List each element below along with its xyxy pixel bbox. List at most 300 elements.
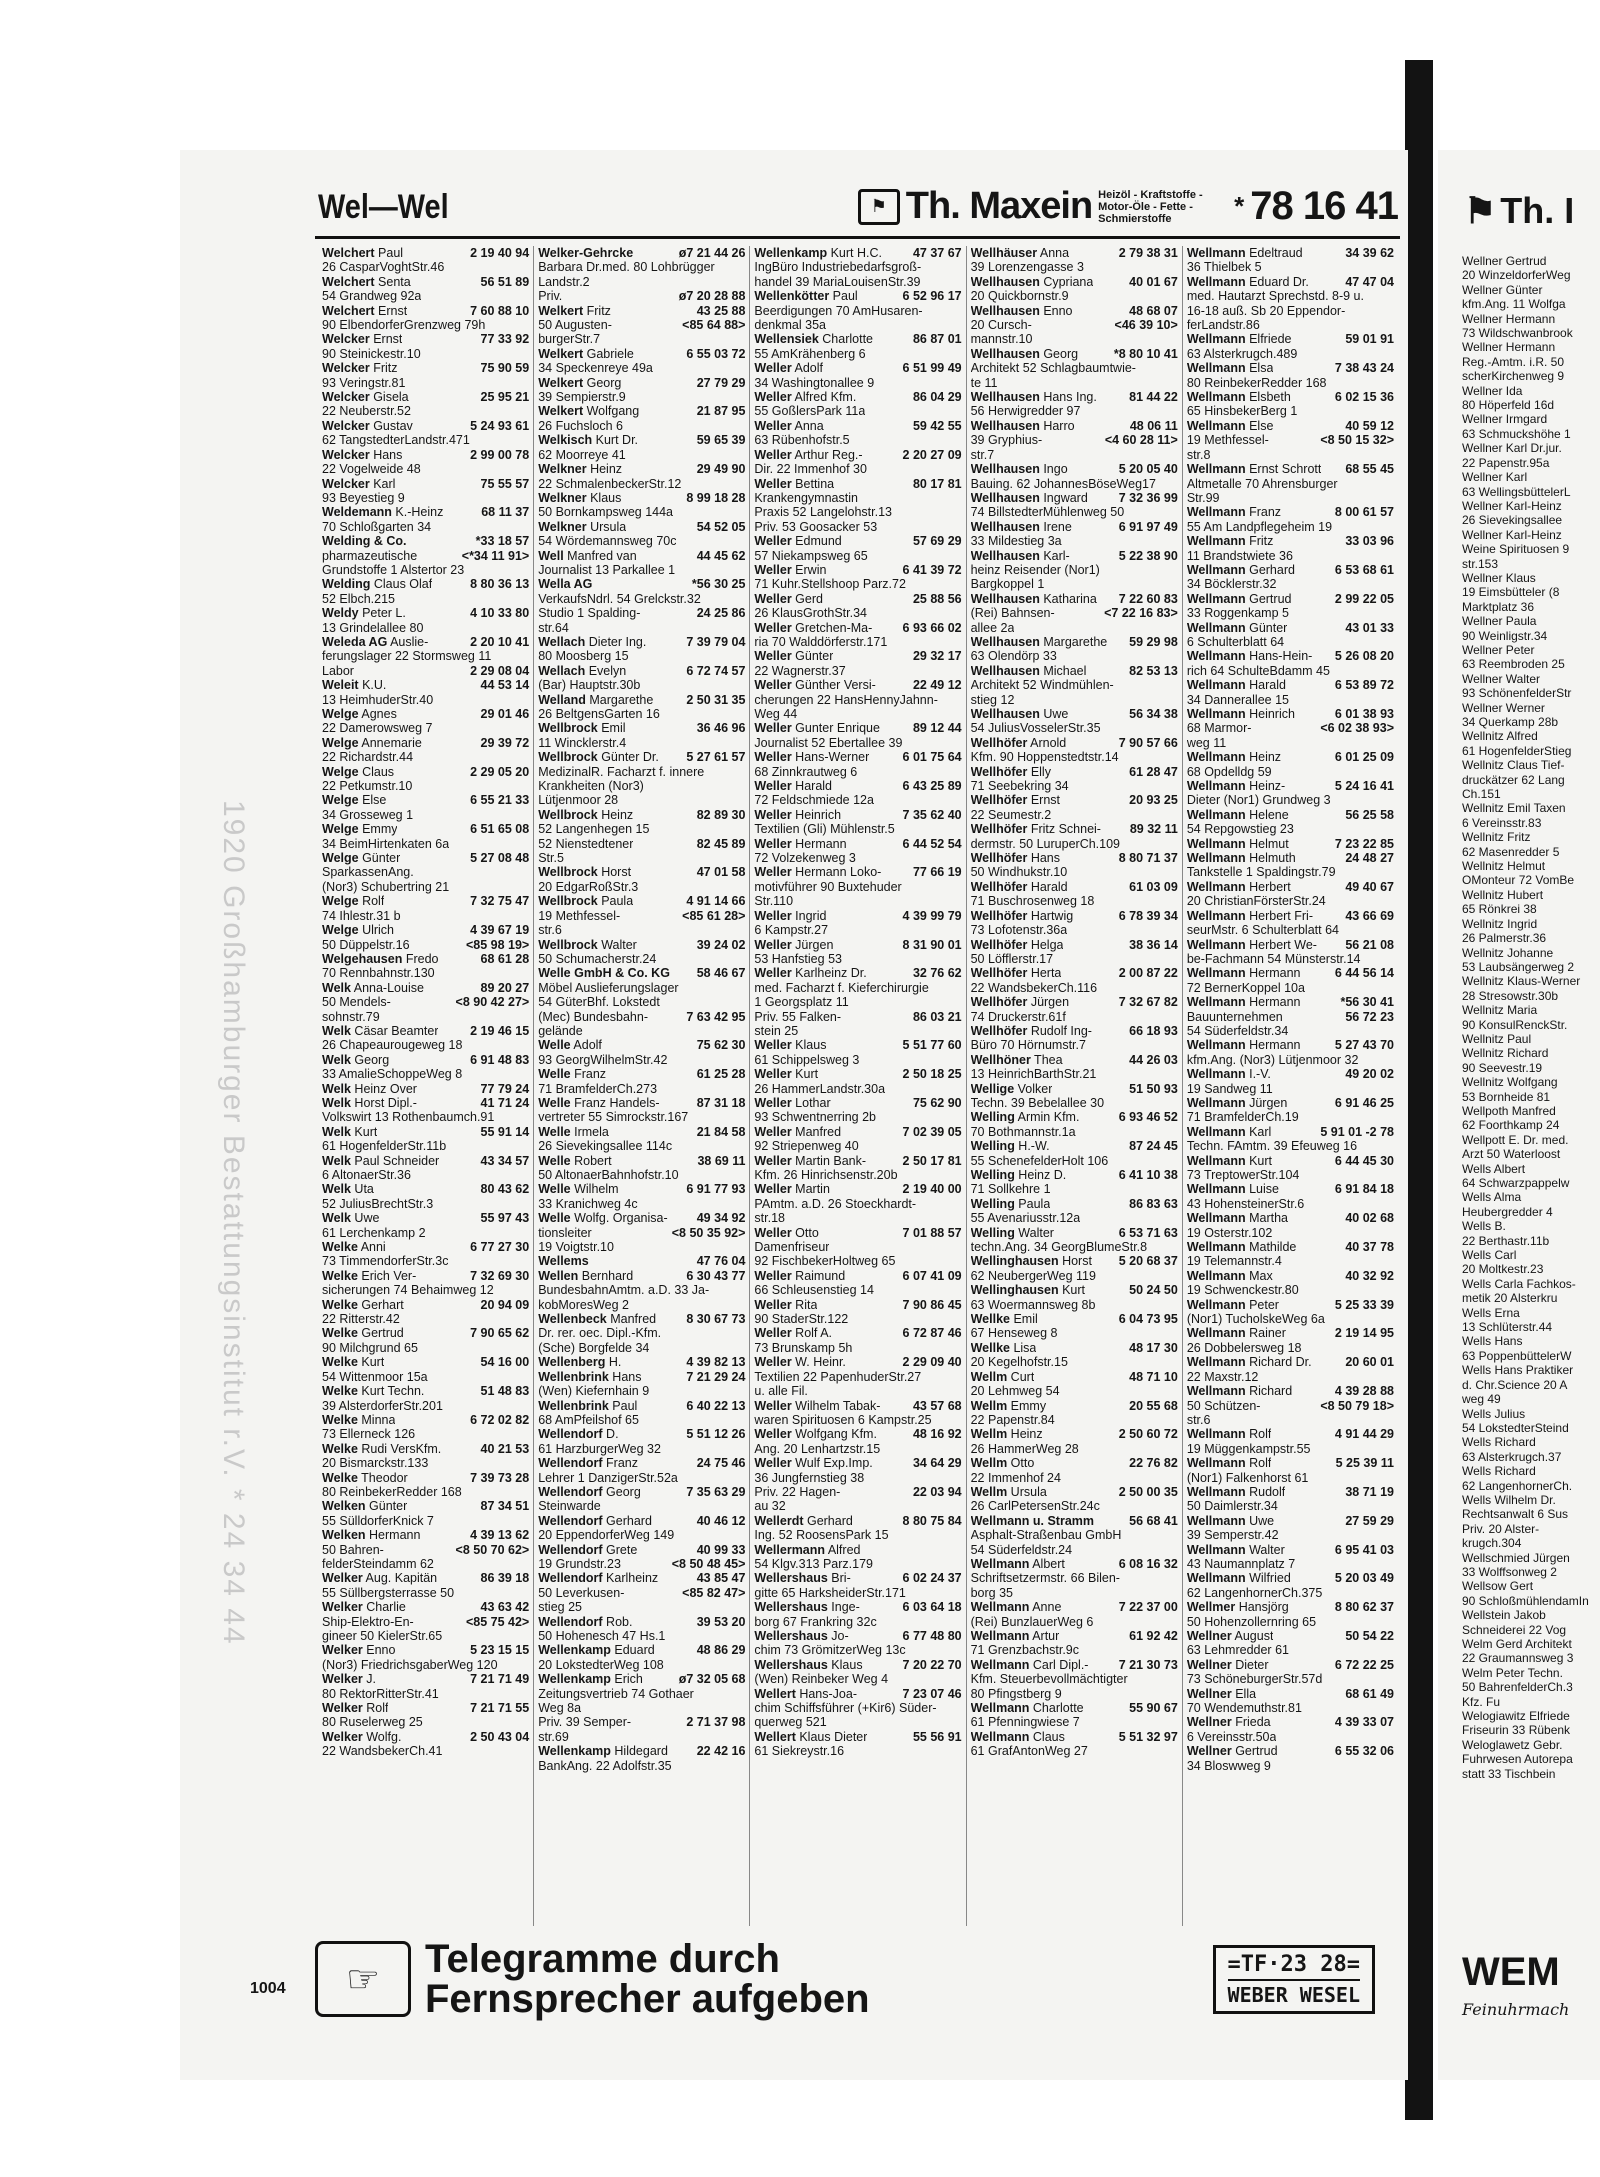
listing-entry <box>971 1326 1178 1340</box>
listing-phone: 7 90 57 66 <box>1118 735 1178 750</box>
listing-name: 52 Nienstedtener <box>538 836 634 851</box>
listing-entry <box>1187 1557 1394 1571</box>
listing-name: Wellershaus Klaus <box>754 1657 863 1672</box>
listing-name: Praxis 52 Langelohstr.13 <box>754 505 892 520</box>
listing-entry <box>538 1600 745 1614</box>
listing-phone: 80 43 62 <box>480 1182 530 1197</box>
listing-phone: 4 91 44 29 <box>1334 1427 1395 1442</box>
listing-phone: 43 57 68 <box>912 1398 962 1413</box>
listing-entry <box>322 534 529 548</box>
listing-phone: 87 31 18 <box>696 1095 746 1110</box>
listing-phone: 6 72 02 82 <box>470 1412 530 1427</box>
listing-name: 39 Sempierstr.9 <box>538 390 626 405</box>
listing-entry <box>538 1053 745 1067</box>
listing-name: 73 Brunskamp 5h <box>754 1340 853 1355</box>
next-page-entry: Weloglawetz Gebr. <box>1462 1737 1563 1752</box>
listing-entry <box>538 952 745 966</box>
listing-phone: 2 19 46 15 <box>470 1023 530 1038</box>
listing-phone: 87 24 45 <box>1129 1139 1178 1154</box>
listing-entry <box>1187 1370 1394 1384</box>
listing-name: Welcker Gisela <box>322 390 409 405</box>
listing-entry <box>971 1370 1178 1384</box>
listing-phone: 89 32 11 <box>1129 822 1178 837</box>
listing-name: 43 Naumannplatz 7 <box>1186 1556 1296 1571</box>
listing-name: 39 Gryphius- <box>970 433 1043 448</box>
listing-name: 92 Striepenweg 40 <box>754 1139 859 1154</box>
listing-name: te 11 <box>970 375 998 390</box>
listing-name: Weller Kurt <box>754 1067 819 1082</box>
listing-name: Weg 44 <box>754 707 798 721</box>
listing-name: 50 AltonaerBahnhofstr.10 <box>538 1168 679 1182</box>
listing-entry <box>322 347 529 361</box>
listing-entry <box>754 433 961 447</box>
next-page-entry: Friseurin 33 Rübenk <box>1462 1723 1571 1738</box>
listing-phone: 2 29 09 40 <box>902 1355 962 1370</box>
listing-phone: 77 33 92 <box>480 332 530 347</box>
listing-entry <box>322 1211 529 1225</box>
listing-name: med. Facharzt f. Kieferchirurgie <box>754 980 929 995</box>
listing-phone: 22 49 12 <box>912 678 962 693</box>
listing-name: Wellerdt Gerhard <box>754 1513 853 1528</box>
next-page-entry: 33 Wolffsonweg 2 <box>1462 1564 1557 1579</box>
listing-name: Welker J. <box>322 1672 376 1687</box>
listing-entry <box>754 304 961 318</box>
listing-phone: 75 62 90 <box>912 1095 962 1110</box>
listing-name: 6 Schulterblatt 64 <box>1186 634 1285 649</box>
listing-entry <box>322 1514 529 1528</box>
listing-entry <box>754 419 961 433</box>
listing-phone: 38 36 14 <box>1129 937 1178 952</box>
listing-name: sicherungen 74 Behaimweg 12 <box>322 1283 494 1298</box>
listing-entry <box>322 419 529 433</box>
listing-entry <box>754 779 961 793</box>
listing-phone: 4 39 13 62 <box>470 1528 530 1543</box>
listing-name: chim Schiffsführer (+Kir6) Süder- <box>754 1701 937 1716</box>
listing-entry <box>754 592 961 606</box>
listing-name: 22 Wagnerstr.37 <box>754 663 846 678</box>
listing-entry <box>971 289 1178 303</box>
listing-phone: 6 55 32 06 <box>1334 1744 1395 1759</box>
listing-entry <box>322 721 529 735</box>
listing-entry <box>1187 318 1394 332</box>
listing-entry <box>1187 1456 1394 1470</box>
listing-entry <box>754 635 961 649</box>
listing-name: Priv. 55 Falken- <box>754 1009 842 1024</box>
listing-entry <box>971 1082 1178 1096</box>
listing-name: Welge Annemarie <box>322 735 422 750</box>
listing-name: 13 Grindelallee 80 <box>322 620 424 635</box>
listing-entry <box>538 376 745 390</box>
listing-name: Wellke Emil <box>970 1312 1038 1327</box>
listing-name: 50 Hohenzollernring 65 <box>1186 1614 1317 1629</box>
listing-name: Welkert Fritz <box>538 303 611 318</box>
listing-entry <box>322 865 529 879</box>
listing-entry <box>971 1312 1178 1326</box>
listing-name: 53 Hanfstieg 53 <box>754 951 842 966</box>
listing-phone: 44 26 03 <box>1129 1052 1178 1067</box>
listing-entry <box>971 1010 1178 1024</box>
listing-entry <box>538 1615 745 1629</box>
next-page-entry: Rechtsanwalt 6 Sus <box>1462 1507 1569 1522</box>
listing-name: Textilien (Gli) Mühlenstr.5 <box>754 822 895 837</box>
flag-logo-icon: ⚑ <box>858 189 900 225</box>
listing-entry <box>322 592 529 606</box>
listing-phone: 5 27 43 70 <box>1334 1038 1395 1053</box>
listing-name: Welle Franz Handels- <box>538 1095 660 1110</box>
listing-entry <box>1187 664 1394 678</box>
next-page-entry: Wellnitz Johanne <box>1462 945 1554 960</box>
next-page-entry: Wellner Walter <box>1462 671 1541 686</box>
listing-name: cherungen 22 HansHennyJahnn- <box>754 692 938 707</box>
listing-name: 68 Zinnkrautweg 6 <box>754 764 858 779</box>
listing-entry <box>971 419 1178 433</box>
listing-entry <box>971 765 1178 779</box>
listing-phone: 21 87 95 <box>696 404 746 419</box>
listing-name: Weller Martin <box>754 1182 830 1197</box>
listing-name: Well Manfred van <box>538 548 637 563</box>
listing-phone: 43 63 42 <box>480 1600 530 1615</box>
listing-name: Ship-Elektro-En- <box>322 1614 414 1629</box>
listing-phone: 40 21 53 <box>480 1441 530 1456</box>
listing-name: querweg 521 <box>754 1715 827 1730</box>
listing-entry <box>1187 419 1394 433</box>
listing-entry <box>538 462 745 476</box>
listing-entry <box>1187 1384 1394 1398</box>
listing-name: Wellensiek Charlotte <box>754 332 873 347</box>
listing-name: 72 Feldschmiede 12a <box>754 793 874 808</box>
listing-entry <box>971 707 1178 721</box>
listing-phone: 2 50 17 81 <box>902 1153 962 1168</box>
listing-name: 43 HohensteinerStr.6 <box>1186 1196 1305 1211</box>
listing-entry <box>1187 1312 1394 1326</box>
listing-phone: 40 01 67 <box>1129 274 1178 289</box>
listing-name: stieg 12 <box>970 692 1015 707</box>
listing-entry <box>971 534 1178 548</box>
listing-name: Wellhäuser Anna <box>970 246 1070 260</box>
listing-name: 63 Woermannsweg 8b <box>970 1297 1096 1312</box>
listing-name: 90 Milchgrund 65 <box>322 1340 418 1355</box>
listing-name: Priv. 39 Semper- <box>538 1715 632 1730</box>
listing-name: 26 CasparVoghtStr.46 <box>322 260 445 275</box>
listing-entry <box>322 505 529 519</box>
listing-name: 50 Augusten- <box>538 318 612 333</box>
listing-entry <box>322 1687 529 1701</box>
listing-entry <box>1187 491 1394 505</box>
listing-name: Weller Erwin <box>754 562 827 577</box>
listing-entry <box>322 1341 529 1355</box>
listing-entry <box>322 621 529 635</box>
next-page-entry: Wellnitz Alfred <box>1462 729 1538 744</box>
listing-entry <box>538 1658 745 1672</box>
listing-name: 19 Schwenckestr.80 <box>1186 1283 1299 1298</box>
listing-entry <box>538 1341 745 1355</box>
listing-name: Möbel Auslieferungslager <box>538 980 679 995</box>
listing-phone: 6 44 52 54 <box>902 836 962 851</box>
listing-entry <box>971 1168 1178 1182</box>
listing-entry <box>538 1456 745 1470</box>
listing-phone: 59 01 91 <box>1345 332 1395 347</box>
listing-name: Str.99 <box>1186 490 1220 505</box>
listing-entry <box>971 1413 1178 1427</box>
listing-name: Welchert Paul <box>322 246 404 260</box>
listing-phone: 6 52 96 17 <box>902 289 962 304</box>
listing-entry <box>538 332 745 346</box>
listing-name: Wellmann Richard Dr. <box>1186 1355 1312 1370</box>
listing-entry <box>538 448 745 462</box>
listing-entry <box>538 1269 745 1283</box>
listing-phone: 6 01 75 64 <box>902 750 962 765</box>
listing-name: stieg 25 <box>538 1600 582 1615</box>
listing-entry <box>538 289 745 303</box>
listing-phone: 57 69 29 <box>912 534 962 549</box>
next-page-ad: WEM <box>1462 1950 1560 1994</box>
listing-name: 54 Süderfeldstr.34 <box>1186 1023 1289 1038</box>
listing-entry <box>971 1643 1178 1657</box>
listing-entry <box>322 1528 529 1542</box>
next-page-entry: Priv. 20 Alster- <box>1462 1521 1540 1536</box>
listing-name: 54 Wördemannsweg 70c <box>538 534 677 549</box>
listing-entry <box>322 1600 529 1614</box>
listing-phone: 6 44 45 30 <box>1334 1153 1395 1168</box>
listing-entry <box>538 1096 745 1110</box>
listing-entry <box>754 880 961 894</box>
listing-phone: 86 87 01 <box>912 332 962 347</box>
listing-name: 34 Speckenreye 49a <box>538 361 653 376</box>
listing-name: 70 Bothmannstr.1a <box>970 1124 1076 1139</box>
listing-phone: 2 50 43 04 <box>470 1729 530 1744</box>
listing-phone: 61 03 09 <box>1129 879 1178 894</box>
listing-name: Wellert Klaus Dieter <box>754 1729 868 1744</box>
listing-entry <box>322 304 529 318</box>
listing-entry <box>1187 837 1394 851</box>
listing-name: (Sche) Borgfelde 34 <box>538 1340 650 1355</box>
listing-entry <box>754 1226 961 1240</box>
listing-entry <box>754 1701 961 1715</box>
listing-name: 26 BeltgensGarten 16 <box>538 707 660 721</box>
next-page-entry: 61 HogenfelderStieg <box>1462 743 1572 758</box>
listing-name: 11 Brandstwiete 36 <box>1186 548 1293 563</box>
listing-entry <box>538 1067 745 1081</box>
listing-entry <box>971 1139 1178 1153</box>
listing-name: 54 JuliusVosselerStr.35 <box>970 721 1101 736</box>
listing-entry <box>538 664 745 678</box>
listing-phone: 20 60 01 <box>1345 1355 1395 1370</box>
listing-phone: 47 37 67 <box>912 246 962 260</box>
listing-entry <box>322 1643 529 1657</box>
listing-entry <box>538 1629 745 1643</box>
listing-entry <box>322 275 529 289</box>
listing-entry <box>538 275 745 289</box>
watermark: 1920 Großhamburger Bestattungsinstitut r.V. * 24 34 44 <box>217 800 250 1646</box>
listing-name: Wellmann Kurt <box>1186 1153 1273 1168</box>
listing-name: 52 JuliusBrechtStr.3 <box>322 1196 434 1211</box>
listing-phone: 89 20 27 <box>480 980 530 995</box>
listing-phone: 40 59 12 <box>1345 418 1395 433</box>
listing-entry <box>1187 1600 1394 1614</box>
listing-entry <box>322 808 529 822</box>
listing-name: Wellhöfer Herta <box>970 966 1062 981</box>
listing-name: 55 AmKrähenberg 6 <box>754 346 866 361</box>
listing-entry <box>322 1096 529 1110</box>
listing-name: Weller Karlheinz Dr. <box>754 966 867 981</box>
listing-phone: 40 32 92 <box>1345 1268 1395 1283</box>
listing-name: Beerdigungen 70 AmHusaren- <box>754 303 923 318</box>
listing-entry <box>322 318 529 332</box>
listing-name: chim 73 GrömitzerWeg 13c <box>754 1643 906 1658</box>
listing-name: Welkert Wolfgang <box>538 404 640 419</box>
next-page-entry: Wellner Günter <box>1462 282 1543 297</box>
listing-name: techn.Ang. 34 GeorgBlumeStr.8 <box>970 1240 1148 1255</box>
listing-name: 54 Repgowstieg 23 <box>1186 822 1294 837</box>
listing-phone: 43 66 69 <box>1345 908 1395 923</box>
listing-phone: 40 37 78 <box>1345 1240 1395 1255</box>
listing-entry <box>538 1427 745 1441</box>
listing-name: (Bar) Hauptstr.30b <box>538 678 641 693</box>
listing-name: 50 Schumacherstr.24 <box>538 951 657 966</box>
listing-entry <box>971 793 1178 807</box>
listing-phone: 7 32 75 47 <box>470 894 530 909</box>
listing-phone: 86 83 63 <box>1129 1196 1178 1211</box>
listing-phone: 6 01 25 09 <box>1334 750 1395 765</box>
listing-phone: <8 90 42 27> <box>455 995 530 1010</box>
listing-name: Weller Wolfgang Kfm. <box>754 1427 877 1442</box>
listing-entry <box>754 1672 961 1686</box>
listing-name: Weller Heinrich <box>754 807 842 822</box>
next-page-entry: 63 PoppenbüttelerW <box>1462 1348 1572 1363</box>
listing-name: Wellmann Rolf <box>1186 1456 1272 1471</box>
listing-entry <box>322 765 529 779</box>
listing-name: Weller Hermann <box>754 836 847 851</box>
listing-phone: 6 55 03 72 <box>686 346 746 361</box>
listing-phone: 34 64 29 <box>912 1456 962 1471</box>
listing-name: Wellmann Heinz- <box>1186 779 1286 794</box>
listing-name: 26 HammerWeg 28 <box>970 1441 1079 1456</box>
listing-entry <box>538 1399 745 1413</box>
listing-phone: 20 55 68 <box>1129 1398 1178 1413</box>
listing-name: Weller Gerd <box>754 591 823 606</box>
listing-entry <box>971 736 1178 750</box>
listing-name: 68 Marmor- <box>1186 721 1252 736</box>
listing-entry <box>754 1096 961 1110</box>
listing-name: str.69 <box>538 1729 569 1744</box>
listing-phone: 61 92 42 <box>1129 1629 1178 1643</box>
listing-entry <box>754 649 961 663</box>
listing-entry <box>971 1341 1178 1355</box>
listing-entry <box>754 793 961 807</box>
listing-name: Wellmann Claus <box>970 1729 1065 1744</box>
listing-phone: 29 39 72 <box>480 735 530 750</box>
listing-phone: 7 32 69 30 <box>470 1268 530 1283</box>
listing-entry <box>1187 462 1394 476</box>
listing-name: ferLandstr.86 <box>1186 318 1260 333</box>
listing-name: Weller Arthur Reg.- <box>754 447 863 462</box>
next-page-entry: weg 49 <box>1462 1392 1501 1407</box>
ad-box-phone: =TF·23 28= <box>1228 1952 1360 1981</box>
next-page-entry: Welogiawitz Elfriede <box>1462 1709 1570 1724</box>
next-page-entry: 53 Bornheide 81 <box>1462 1089 1551 1104</box>
listing-name: Wellenkötter Paul <box>754 289 858 304</box>
listing-entry <box>971 390 1178 404</box>
listing-name: 63 Olendörp 33 <box>970 649 1057 664</box>
listing-entry <box>754 995 961 1009</box>
listing-entry <box>322 1672 529 1686</box>
listing-entry <box>538 318 745 332</box>
listing-name: 34 BeimHirtenkaten 6a <box>322 836 450 851</box>
listing-name: 33 Mildestieg 3a <box>970 534 1062 549</box>
listing-phone: 43 25 88 <box>696 303 746 318</box>
header-rule <box>315 236 1400 239</box>
listing-name: Wellhausen Cypriana <box>970 274 1094 289</box>
listing-name: Wellmann Herbert We- <box>1186 937 1317 952</box>
listing-name: Welker Wolfg. <box>322 1729 402 1744</box>
listing-entry <box>538 1139 745 1153</box>
ad-slogan <box>425 1939 870 2019</box>
listing-entry <box>1187 1168 1394 1182</box>
listing-phone: 7 90 86 45 <box>902 1297 962 1312</box>
listing-name: Wellenkamp Hildegard <box>538 1744 668 1759</box>
listing-phone: <85 64 88> <box>682 318 746 333</box>
listing-name: Weller Manfred <box>754 1124 842 1139</box>
listing-name: 54 GüterBhf. Lokstedt <box>538 995 660 1010</box>
listing-phone: 51 50 93 <box>1129 1081 1178 1096</box>
next-page-entry: Wellner Paula <box>1462 614 1537 629</box>
listing-entry <box>754 1053 961 1067</box>
listing-phone: 77 79 24 <box>480 1081 530 1096</box>
listing-entry <box>971 693 1178 707</box>
listing-entry <box>971 1442 1178 1456</box>
listing-name: Welle Wilhelm <box>538 1182 619 1197</box>
listing-entry <box>538 693 745 707</box>
listing-entry <box>538 477 745 491</box>
listing-name: Wellhausen Enno <box>970 303 1073 318</box>
listing-name: Wellbrock Günter Dr. <box>538 750 659 765</box>
listing-name: Weller Alfred Kfm. <box>754 390 857 405</box>
listing-name: 22 Damerowsweg 7 <box>322 721 433 736</box>
listing-entry <box>538 1370 745 1384</box>
listing-phone: 56 51 89 <box>480 274 530 289</box>
listing-phone: 38 71 19 <box>1345 1484 1395 1499</box>
next-page-entry: Wellschmied Jürgen <box>1462 1550 1570 1565</box>
listing-entry <box>754 491 961 505</box>
listing-phone: 4 39 67 19 <box>470 923 530 938</box>
listing-name: au 32 <box>754 1499 786 1514</box>
listing-name: Wellhausen Hans Ing. <box>970 390 1097 405</box>
listing-name: Wellmann Uwe <box>1186 1513 1275 1528</box>
listing-entry <box>754 1139 961 1153</box>
listing-entry <box>754 721 961 735</box>
listing-name: Wellhausen Irene <box>970 519 1072 534</box>
listing-name: 20 Bismarckstr.133 <box>322 1456 429 1471</box>
listing-name: 22 SchmalenbeckerStr.12 <box>538 476 682 491</box>
listing-entry <box>538 549 745 563</box>
listing-entry <box>1187 448 1394 462</box>
listing-name: Welle GmbH & Co. KG <box>538 966 670 981</box>
listing-phone: 21 84 58 <box>696 1124 746 1139</box>
listing-entry <box>754 1629 961 1643</box>
listing-name: 50 Bornkampsweg 144a <box>538 505 674 520</box>
listing-phone: 6 77 27 30 <box>470 1240 530 1255</box>
flag-logo-icon: ⚑ <box>1464 190 1497 231</box>
listing-phone: 8 31 90 01 <box>902 937 962 952</box>
listing-entry <box>538 491 745 505</box>
listing-name: Welke Theodor <box>322 1470 408 1485</box>
listing-entry <box>538 923 745 937</box>
listing-name: Wellenbeck Manfred <box>538 1312 657 1327</box>
next-page-ad-script: Feinuhrmach <box>1462 2000 1570 2019</box>
next-page-entry: 50 BahrenfelderCh.3 <box>1462 1680 1573 1695</box>
listing-name: 61 Schippelsweg 3 <box>754 1052 860 1067</box>
listing-entry <box>754 822 961 836</box>
